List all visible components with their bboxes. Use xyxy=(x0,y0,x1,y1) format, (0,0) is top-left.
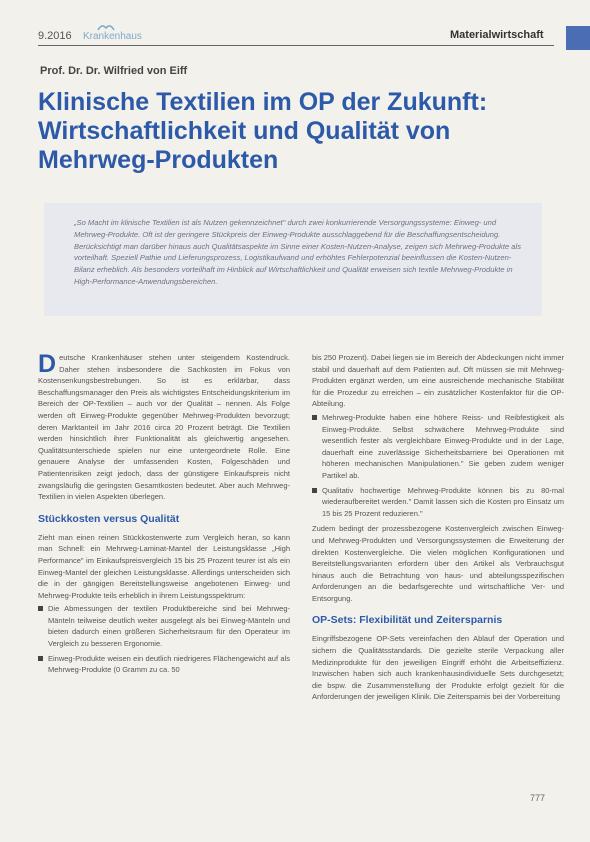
left-column xyxy=(38,352,290,680)
drop-cap: D xyxy=(38,350,57,378)
list-item: Mehrweg-Produkte haben eine höhere Reiss- und Reibfestigkeit als Einweg-Produkte. Selbst schwächere Mehrweg-Produkte sind wesentlich fester als vergleichbare Einweg-Produkte und in der Lage, dauerhaft eine zuverlässige Sicherheitsbarriere bei Operationen mit höheren mechanischen Manipulationen." Sie geben zudem weniger Partikel ab. xyxy=(312,412,564,482)
bullet-list xyxy=(38,603,290,676)
logo-text: Krankenhaus xyxy=(83,31,142,42)
list-item: Einweg-Produkte weisen ein deutlich niedrigeres Flächengewicht auf als Mehrweg-Produkte (0 Gramm zu ca. 50 xyxy=(38,653,290,676)
body-paragraph: Zieht man einen reinen Stückkostenwerte zum Vergleich heran, so kann man Schnell: ein Mehrweg-Laminat-Mantel der Leistungsklasse „High Performance" im Einkaufspreisvergleich 15 bis 25 Prozent teurer ist als ein Einweg-Mantel der gleichen Leistungsklasse. Allerdings unterscheiden sich die in der gängigen Bereitstellungsweise angebotenen Einweg- und Mehrweg-Produkte teils erheblich in ihrem Leistungsspektrum: xyxy=(38,532,290,600)
square-bullet-icon xyxy=(312,488,317,493)
abstract-text: „So Macht im klinische Textilien ist als Nutzen gekennzeichnet" durch zwei konkurrierende Versorgungssysteme: Einweg- und Mehrweg-Produkte. Oft ist der geringere Stückpreis der Einweg-Produkte ausschlaggebend für die Beschaffungsentscheidung. Berücksichtigt man darüber hinaus auch Qualitätsaspekte im Sinne einer Kosten-Nutzen-Analyse, zeigen sich Mehrweg-Produkte als vorteilhaft. Speziell Pathie und Lieferungsprozess, Logistikaufwand und erhöhtes Fehlerpotenzial beeinflussen die Kosten-Nutzen-Bilanz erheblich. Als besonders vorteilhaft im Hinblick auf Wirtschaftlichkeit und Qualität erweisen sich textile Mehrweg-Produkte in High-Performance-Anwendungsbereichen. xyxy=(74,218,521,286)
square-bullet-icon xyxy=(38,606,43,611)
right-column xyxy=(312,352,564,705)
intro-paragraph xyxy=(38,352,290,503)
article-abstract xyxy=(44,203,542,316)
issue-date: 9.2016 xyxy=(38,30,72,42)
list-item: Qualitativ hochwertige Mehrweg-Produkte können bis zu 80-mal wiederaufbereitet werden." Damit lassen sich die Kosten pro Einsatz um 15 bis 25 Prozent reduzieren." xyxy=(312,485,564,520)
subheading-unit-costs: Stückkosten versus Qualität xyxy=(38,512,180,525)
article-title: Klinische Textilien im OP der Zukunft: Wirtschaftlichkeit und Qualität von Mehrweg-Produkten xyxy=(38,88,488,174)
article-author: Prof. Dr. Dr. Wilfried von Eiff xyxy=(40,65,188,77)
list-item: Die Abmessungen der textilen Produktbereiche sind bei Mehrweg-Mänteln teilweise deutlich weiter ausgelegt als bei Einweg-Mänteln und bieten dadurch einen größeren Sicherheitsraum für den Operateur im Vergleich zu besseren Ergonomie. xyxy=(38,603,290,649)
body-paragraph: Eingriffsbezogene OP-Sets vereinfachen den Ablauf der Operation und sichern die Qualitätsstandards. Die gezielte sterile Verpackung aller Medizinprodukte für den jeweiligen Eingriff erhöht die Arbeitseffizienz. Inzwischen haben sich auch krankenhausindividuelle Sets durchgesetzt; die bspw. die Zusammenstellung der Produkte erfolgt gezielt für die Anforderungen der jeweiligen Klinik. Die Zeitersparnis bei der Vorbereitung xyxy=(312,634,564,702)
body-paragraph: Zudem bedingt der prozessbezogene Kostenvergleich zwischen Einweg- und Mehrweg-Produkten und Versorgungssystemen die Erweiterung der direkten Kostenvergleiche. Die vielen möglichen Konfigurationen und Bereitstellungsvarianten erfordern über den Artikel als Verbrauchsgut hinaus auch die Betrachtung von haus- und abteilungsspezifischen Anforderungen an die bedarfsgerechte und wirtschaftliche Ver- und Entsorgung. xyxy=(312,524,564,603)
intro-text: eutsche Krankenhäuser stehen unter steigendem Kostendruck. Daher stehen insbesondere die Sachkosten im Fokus von Kostensenkungsbestrebungen. So ist es erklärbar, dass Beschaffungsmanager den Preis als wichtigstes Entscheidungskriterium im Bereich der OP-Textilien – auch vor der Qualität – nennen. Als Folge werden oft Einweg-Produkte gegenüber Mehrweg-Produkten bevorzugt; deren Marktanteil im Jahr 2016 circa 20 Prozent beträgt. Die Textilien werden hinsichtlich ihrer Funktionalität als gleichwertig angesehen. Qualitätsunterschiede spielen nur eine untergeordnete Rolle. Eine genauere Analyse der umfassenden Kosten, Folgeschäden und Patientenrisiken zeigt jedoch, dass der günstigere Einkaufspreis nicht zwangsläufig die geringsten Gesamtkosten bedeutet. Aber auch Mehrweg-Textilien in vielen Aspekten überlegen. xyxy=(38,353,290,502)
page-number: 777 xyxy=(530,793,546,803)
section-label: Materialwirtschaft xyxy=(450,29,544,41)
square-bullet-icon xyxy=(312,415,317,420)
page-header xyxy=(0,0,590,60)
continued-paragraph: bis 250 Prozent). Dabei liegen sie im Bereich der Abdeckungen nicht immer stabil und dauerhaft auf dem Patienten auf. Oft müssen sie mit Mehrweg-Produkten ergänzt werden, um eine ausreichende mechanische Stabilität für die Prozedur zu erreichen – ein zusätzlicher Kostenfaktor für die OP-Abteilung. xyxy=(312,353,564,409)
section-marker xyxy=(566,26,590,50)
square-bullet-icon xyxy=(38,656,43,661)
magazine-logo xyxy=(73,22,143,46)
header-divider xyxy=(38,45,554,46)
bullet-list xyxy=(312,412,564,519)
subheading-op-sets: OP-Sets: Flexibilität und Zeitersparnis xyxy=(312,614,503,627)
